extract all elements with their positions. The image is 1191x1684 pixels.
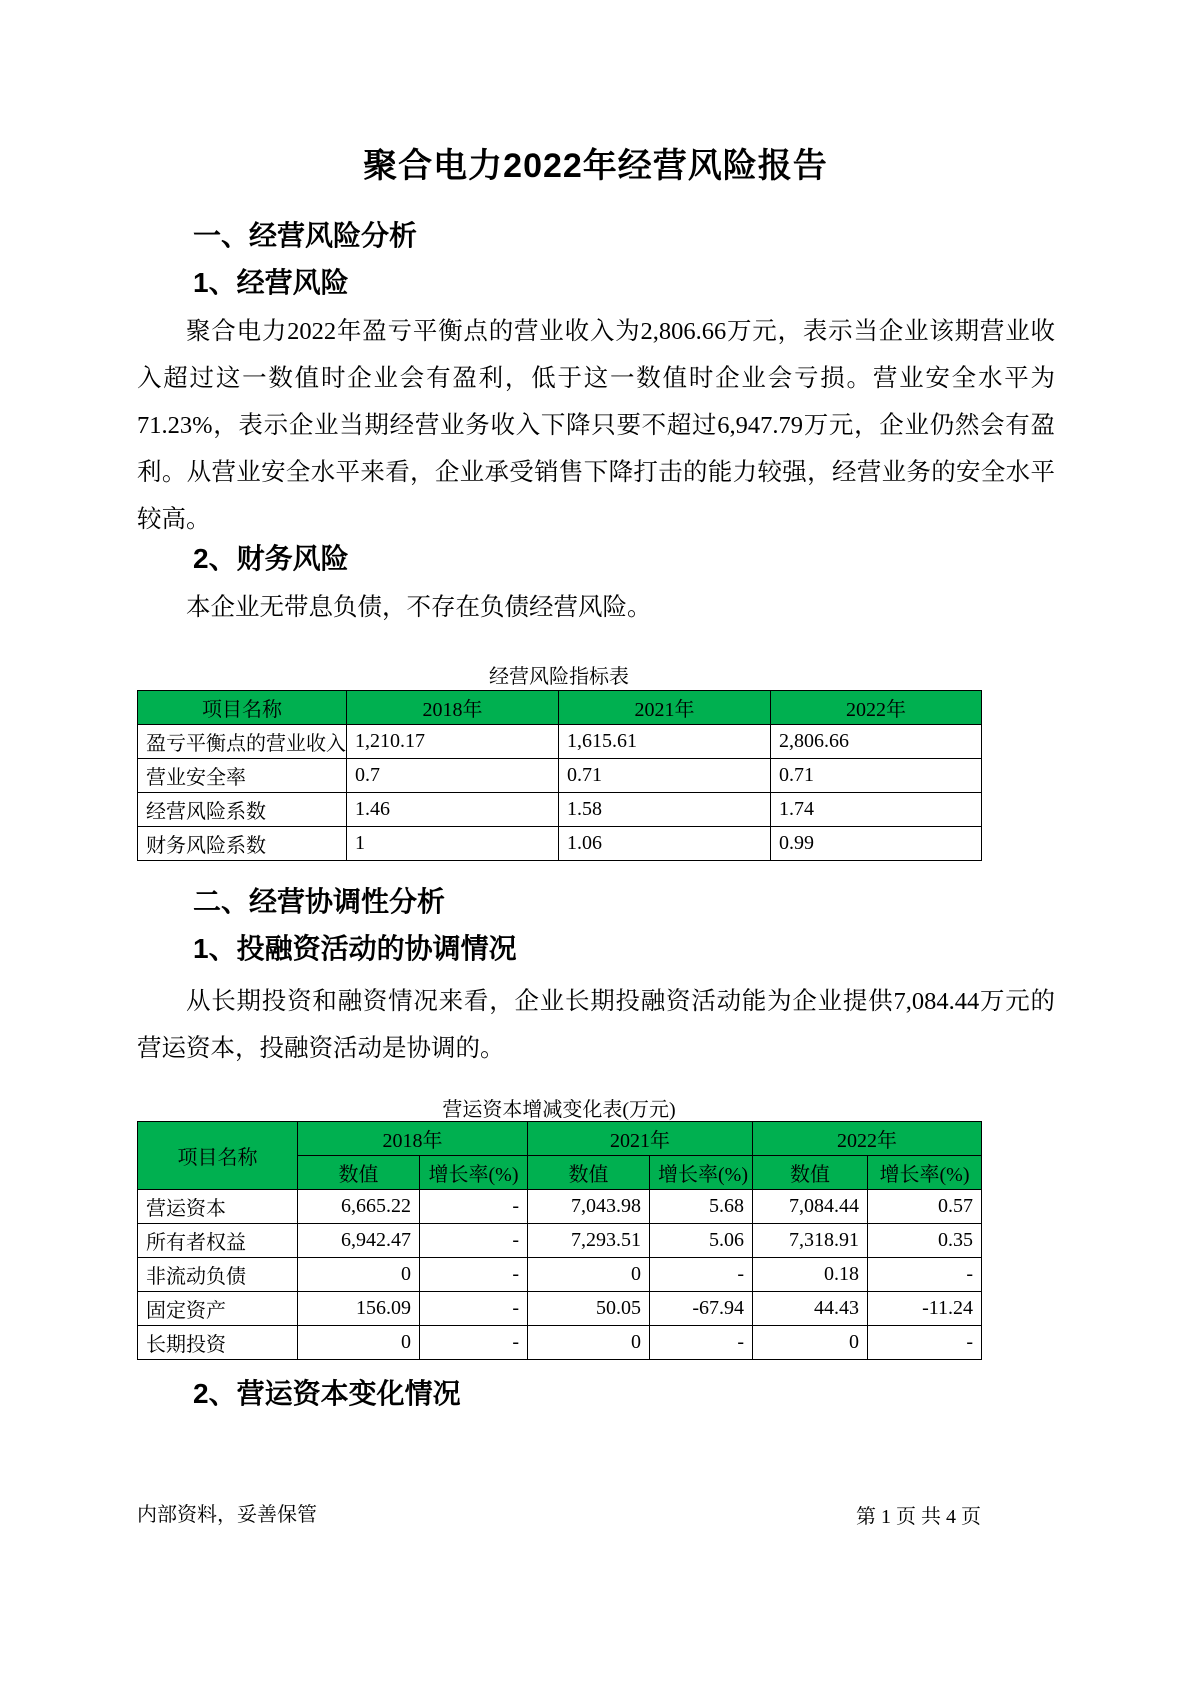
table1-caption: 经营风险指标表	[489, 666, 629, 688]
table-cell: -	[650, 1326, 753, 1360]
table2-header-name: 项目名称	[138, 1122, 298, 1190]
table-cell: 1,210.17	[347, 725, 559, 759]
table1-header-name: 项目名称	[138, 691, 347, 725]
table-cell: 7,084.44	[753, 1190, 868, 1224]
table-cell: -	[420, 1190, 528, 1224]
table-cell: 6,665.22	[298, 1190, 420, 1224]
table-row-label: 所有者权益	[138, 1224, 298, 1258]
table-cell: 1.74	[771, 793, 982, 827]
section-2-1-heading: 1、投融资活动的协调情况	[193, 933, 517, 964]
table2-header-2022: 2022年	[753, 1122, 982, 1156]
table-cell: -	[420, 1224, 528, 1258]
table-cell: 156.09	[298, 1292, 420, 1326]
table-cell: -	[868, 1326, 982, 1360]
table-cell: 0	[298, 1258, 420, 1292]
section-2-1-paragraph: 从长期投资和融资情况来看，企业长期投融资活动能为企业提供7,084.44万元的营运资本，投融资活动是协调的。	[137, 988, 1055, 1062]
section-1-heading: 一、经营风险分析	[193, 220, 418, 251]
table-cell: 0	[298, 1326, 420, 1360]
table-cell: 0.71	[771, 759, 982, 793]
table-row	[138, 1326, 982, 1360]
footer-confidentiality-note: 内部资料，妥善保管	[137, 1504, 317, 1526]
table-row-label: 固定资产	[138, 1292, 298, 1326]
table-row-label: 经营风险系数	[138, 793, 347, 827]
table2-subheader-growth: 增长率(%)	[868, 1156, 982, 1190]
table-cell: 0.7	[347, 759, 559, 793]
table-cell: -	[868, 1258, 982, 1292]
table-row	[138, 1190, 982, 1224]
table-cell: 1,615.61	[559, 725, 771, 759]
table2-caption: 营运资本增减变化表(万元)	[442, 1099, 676, 1121]
table-cell: -	[420, 1258, 528, 1292]
table-cell: 7,043.98	[528, 1190, 650, 1224]
table2-subheader-growth: 增长率(%)	[650, 1156, 753, 1190]
table-cell: 5.68	[650, 1190, 753, 1224]
table-row-label: 长期投资	[138, 1326, 298, 1360]
table1-header-2018: 2018年	[347, 691, 559, 725]
table-cell: -	[420, 1292, 528, 1326]
table-cell: 50.05	[528, 1292, 650, 1326]
table2-header-2021: 2021年	[528, 1122, 753, 1156]
page-title: 聚合电力2022年经营风险报告	[363, 147, 828, 185]
section-1-1-heading: 1、经营风险	[193, 267, 349, 298]
table2-subheader-growth: 增长率(%)	[420, 1156, 528, 1190]
table-cell: 44.43	[753, 1292, 868, 1326]
table-row-label: 非流动负债	[138, 1258, 298, 1292]
table-cell: -67.94	[650, 1292, 753, 1326]
table-cell: -	[650, 1258, 753, 1292]
table1-header-2021: 2021年	[559, 691, 771, 725]
table-cell: -11.24	[868, 1292, 982, 1326]
table-row	[138, 1292, 982, 1326]
table-row	[138, 827, 982, 861]
section-2-heading: 二、经营协调性分析	[193, 886, 446, 917]
section-1-1-paragraph: 聚合电力2022年盈亏平衡点的营业收入为2,806.66万元，表示当企业该期营业收入超过这一数值时企业会有盈利，低于这一数值时企业会亏损。营业安全水平为71.23%，表示企业当期经营业务收入下降只要不超过6,947.79万元，企业仍然会有盈利。从营业安全水平来看，企业承受销售下降打击的能力较强，经营业务的安全水平较高。	[137, 318, 1055, 533]
table-row	[138, 759, 982, 793]
table-row-label: 营业安全率	[138, 759, 347, 793]
section-1-2-paragraph: 本企业无带息负债，不存在负债经营风险。	[186, 594, 652, 621]
table2-header-2018: 2018年	[298, 1122, 528, 1156]
table-cell: 1.58	[559, 793, 771, 827]
table-cell: 0.71	[559, 759, 771, 793]
table-cell: 1.46	[347, 793, 559, 827]
table-cell: 0	[528, 1258, 650, 1292]
table-row	[138, 1258, 982, 1292]
table2-subheader-value: 数值	[528, 1156, 650, 1190]
section-1-2-heading: 2、财务风险	[193, 543, 349, 574]
table-row	[138, 725, 982, 759]
table-cell: 0.18	[753, 1258, 868, 1292]
risk-indicator-table	[137, 690, 982, 861]
table-header-row	[138, 691, 982, 725]
section-2-2-heading: 2、营运资本变化情况	[193, 1378, 461, 1409]
table-cell: 1.06	[559, 827, 771, 861]
table-cell: 0.35	[868, 1224, 982, 1258]
table-row-label: 盈亏平衡点的营业收入	[138, 725, 347, 759]
table-cell: 0.57	[868, 1190, 982, 1224]
table-row	[138, 1224, 982, 1258]
footer-page-number: 第 1 页 共 4 页	[856, 1506, 981, 1528]
table-cell: 7,293.51	[528, 1224, 650, 1258]
table-header-row	[138, 1122, 982, 1156]
table-cell: 2,806.66	[771, 725, 982, 759]
table-cell: 5.06	[650, 1224, 753, 1258]
table-cell: 1	[347, 827, 559, 861]
table-row-label: 财务风险系数	[138, 827, 347, 861]
table2-subheader-value: 数值	[753, 1156, 868, 1190]
table-row	[138, 793, 982, 827]
table-row-label: 营运资本	[138, 1190, 298, 1224]
table-cell: 0	[753, 1326, 868, 1360]
table-cell: -	[420, 1326, 528, 1360]
table-cell: 6,942.47	[298, 1224, 420, 1258]
table-cell: 0	[528, 1326, 650, 1360]
table2-subheader-value: 数值	[298, 1156, 420, 1190]
table1-header-2022: 2022年	[771, 691, 982, 725]
table-cell: 0.99	[771, 827, 982, 861]
table-cell: 7,318.91	[753, 1224, 868, 1258]
working-capital-table	[137, 1121, 982, 1360]
